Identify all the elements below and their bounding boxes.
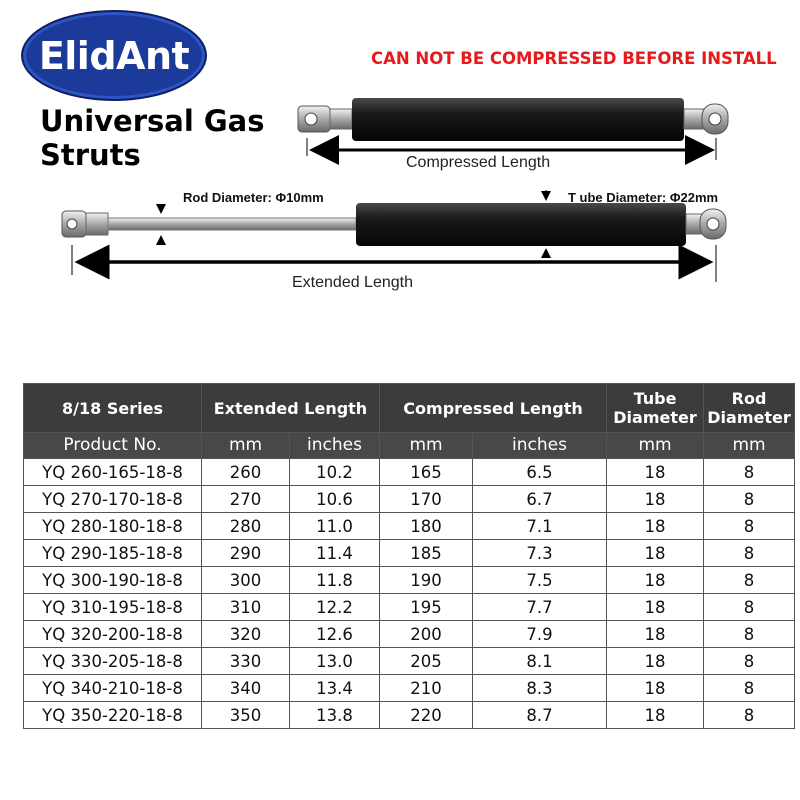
cell-comp-mm: 165 — [380, 459, 473, 486]
subheader-comp-mm: mm — [380, 433, 473, 459]
cell-ext-mm: 320 — [202, 621, 290, 648]
cell-product: YQ 330-205-18-8 — [24, 648, 202, 675]
cell-comp-inches: 8.3 — [473, 675, 607, 702]
cell-rod: 8 — [704, 675, 795, 702]
extended-rod — [108, 218, 356, 230]
cell-ext-inches: 13.0 — [290, 648, 380, 675]
cell-ext-mm: 300 — [202, 567, 290, 594]
subheader-product: Product No. — [24, 433, 202, 459]
table-header-row — [24, 384, 795, 433]
cell-comp-inches: 7.9 — [473, 621, 607, 648]
cell-rod: 8 — [704, 486, 795, 513]
cell-comp-mm: 200 — [380, 621, 473, 648]
cell-ext-inches: 10.6 — [290, 486, 380, 513]
cell-ext-mm: 280 — [202, 513, 290, 540]
cell-ext-inches: 13.8 — [290, 702, 380, 729]
cell-tube: 18 — [607, 594, 704, 621]
table-row — [24, 567, 795, 594]
cell-ext-inches: 11.4 — [290, 540, 380, 567]
cell-ext-inches: 11.0 — [290, 513, 380, 540]
header-tube-diameter: Tube Diameter — [607, 384, 704, 433]
title-line-2: Struts — [40, 138, 141, 172]
cell-ext-mm: 260 — [202, 459, 290, 486]
cell-tube: 18 — [607, 540, 704, 567]
cell-rod: 8 — [704, 513, 795, 540]
cell-comp-mm: 170 — [380, 486, 473, 513]
cell-tube: 18 — [607, 675, 704, 702]
cell-ext-mm: 270 — [202, 486, 290, 513]
cell-ext-inches: 12.6 — [290, 621, 380, 648]
cell-comp-inches: 7.7 — [473, 594, 607, 621]
title-line-1: Universal Gas — [40, 104, 265, 138]
cell-comp-inches: 8.1 — [473, 648, 607, 675]
cell-ext-mm: 340 — [202, 675, 290, 702]
cell-ext-inches: 10.2 — [290, 459, 380, 486]
cell-tube: 18 — [607, 702, 704, 729]
cell-product: YQ 260-165-18-8 — [24, 459, 202, 486]
subheader-ext-mm: mm — [202, 433, 290, 459]
cell-comp-mm: 185 — [380, 540, 473, 567]
table-row — [24, 621, 795, 648]
cell-comp-inches: 7.5 — [473, 567, 607, 594]
tube-diameter-label: T ube Diameter: Φ22mm — [568, 190, 719, 205]
cell-comp-inches: 7.1 — [473, 513, 607, 540]
compressed-length-label: Compressed Length — [406, 154, 551, 171]
cell-product: YQ 340-210-18-8 — [24, 675, 202, 702]
cell-comp-mm: 180 — [380, 513, 473, 540]
cell-comp-inches: 8.7 — [473, 702, 607, 729]
cell-rod: 8 — [704, 621, 795, 648]
cell-ext-mm: 330 — [202, 648, 290, 675]
header-rod-diameter: Rod Diameter — [704, 384, 795, 433]
cell-product: YQ 300-190-18-8 — [24, 567, 202, 594]
extended-length-label: Extended Length — [292, 274, 413, 291]
cell-tube: 18 — [607, 648, 704, 675]
cell-comp-mm: 205 — [380, 648, 473, 675]
cell-rod: 8 — [704, 567, 795, 594]
cell-product: YQ 280-180-18-8 — [24, 513, 202, 540]
cell-comp-mm: 195 — [380, 594, 473, 621]
table-subheader-row — [24, 433, 795, 459]
cell-rod: 8 — [704, 459, 795, 486]
cell-rod: 8 — [704, 540, 795, 567]
cell-rod: 8 — [704, 648, 795, 675]
table-row — [24, 459, 795, 486]
subheader-comp-inches: inches — [473, 433, 607, 459]
cell-comp-mm: 190 — [380, 567, 473, 594]
table-row — [24, 675, 795, 702]
table-row — [24, 702, 795, 729]
cell-ext-mm: 290 — [202, 540, 290, 567]
compressed-tube — [352, 98, 684, 141]
table-row — [24, 513, 795, 540]
cell-product: YQ 310-195-18-8 — [24, 594, 202, 621]
rod-diameter-label: Rod Diameter: Φ10mm — [183, 190, 324, 205]
subheader-tube-mm: mm — [607, 433, 704, 459]
cell-comp-mm: 210 — [380, 675, 473, 702]
cell-product: YQ 270-170-18-8 — [24, 486, 202, 513]
header-series: 8/18 Series — [24, 384, 202, 433]
brand-logo-text: ElidAnt — [38, 33, 190, 78]
cell-ext-inches: 13.4 — [290, 675, 380, 702]
subheader-rod-mm: mm — [704, 433, 795, 459]
install-warning: CAN NOT BE COMPRESSED BEFORE INSTALL — [371, 49, 777, 68]
table-row — [24, 486, 795, 513]
cell-comp-mm: 220 — [380, 702, 473, 729]
subheader-ext-inches: inches — [290, 433, 380, 459]
cell-rod: 8 — [704, 594, 795, 621]
cell-comp-inches: 6.5 — [473, 459, 607, 486]
cell-ext-mm: 350 — [202, 702, 290, 729]
cell-tube: 18 — [607, 513, 704, 540]
cell-ext-mm: 310 — [202, 594, 290, 621]
table-row — [24, 648, 795, 675]
table-row — [24, 540, 795, 567]
header-extended-length: Extended Length — [202, 384, 380, 433]
header-compressed-length: Compressed Length — [380, 384, 607, 433]
cell-comp-inches: 7.3 — [473, 540, 607, 567]
table-row — [24, 594, 795, 621]
cell-tube: 18 — [607, 459, 704, 486]
cell-ext-inches: 12.2 — [290, 594, 380, 621]
cell-comp-inches: 6.7 — [473, 486, 607, 513]
cell-product: YQ 290-185-18-8 — [24, 540, 202, 567]
compressed-strut — [298, 98, 728, 141]
cell-ext-inches: 11.8 — [290, 567, 380, 594]
cell-product: YQ 320-200-18-8 — [24, 621, 202, 648]
cell-tube: 18 — [607, 567, 704, 594]
cell-product: YQ 350-220-18-8 — [24, 702, 202, 729]
spec-table — [23, 383, 795, 729]
extended-strut — [62, 203, 726, 246]
cell-tube: 18 — [607, 621, 704, 648]
cell-tube: 18 — [607, 486, 704, 513]
cell-rod: 8 — [704, 702, 795, 729]
extended-tube — [356, 203, 686, 246]
